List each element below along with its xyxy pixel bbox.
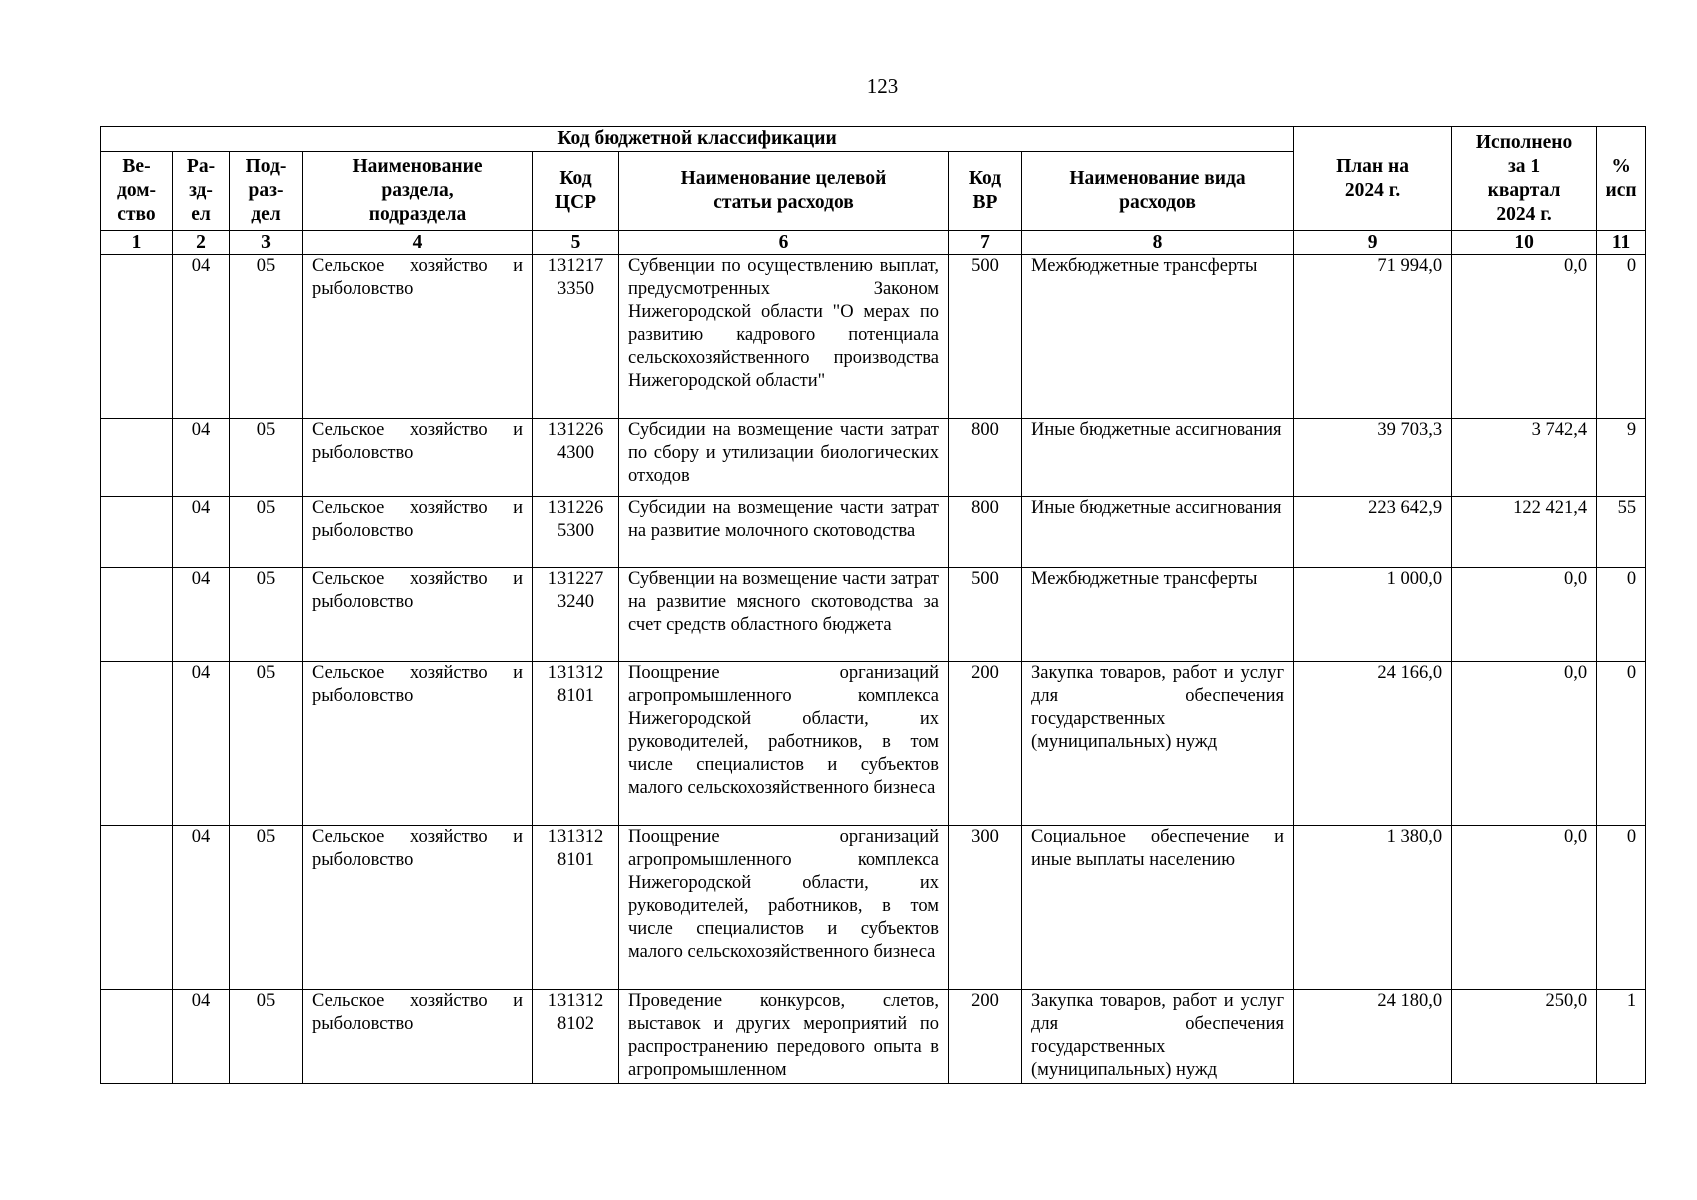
cell-vr-code: 200: [949, 990, 1022, 1084]
cell-vr-name: Иные бюджетные ассигнования: [1022, 497, 1294, 568]
cell-podrazdel: 05: [230, 826, 303, 990]
cell-csr-code: 131226 4300: [533, 419, 619, 497]
cell-vedomstvo: [101, 662, 173, 826]
cell-razdel: 04: [173, 826, 230, 990]
cell-csr-code: 131226 5300: [533, 497, 619, 568]
header-podrazdel: Под- раз- дел: [230, 152, 303, 231]
table-row: [101, 419, 1646, 497]
cell-percent: 1: [1597, 990, 1646, 1084]
column-number: 8: [1022, 231, 1294, 255]
cell-csr-code: 131312 8101: [533, 662, 619, 826]
cell-podrazdel: 05: [230, 662, 303, 826]
column-number: 5: [533, 231, 619, 255]
cell-vr-name: Социальное обеспечение и иные выплаты населению: [1022, 826, 1294, 990]
cell-executed: 3 742,4: [1452, 419, 1597, 497]
table-row: [101, 662, 1646, 826]
cell-executed: 0,0: [1452, 568, 1597, 662]
cell-vr-name: Межбюджетные трансферты: [1022, 568, 1294, 662]
header-razdel-name: Наименование раздела, подраздела: [303, 152, 533, 231]
cell-razdel-name: Сельское хозяйство и рыболовство: [303, 419, 533, 497]
cell-percent: 9: [1597, 419, 1646, 497]
cell-plan: 24 180,0: [1294, 990, 1452, 1084]
cell-vr-name: Межбюджетные трансферты: [1022, 255, 1294, 419]
cell-razdel-name: Сельское хозяйство и рыболовство: [303, 497, 533, 568]
column-number: 7: [949, 231, 1022, 255]
cell-plan: 71 994,0: [1294, 255, 1452, 419]
cell-razdel-name: Сельское хозяйство и рыболовство: [303, 662, 533, 826]
cell-podrazdel: 05: [230, 419, 303, 497]
table-row: [101, 255, 1646, 419]
column-number: 1: [101, 231, 173, 255]
cell-percent: 0: [1597, 568, 1646, 662]
header-executed: Исполнено за 1 квартал 2024 г.: [1452, 127, 1597, 231]
table-row: [101, 568, 1646, 662]
cell-target-name: Субсидии на возмещение части затрат на развитие молочного скотоводства: [619, 497, 949, 568]
cell-razdel: 04: [173, 568, 230, 662]
cell-vedomstvo: [101, 826, 173, 990]
cell-vr-code: 500: [949, 568, 1022, 662]
cell-vr-code: 300: [949, 826, 1022, 990]
cell-vedomstvo: [101, 990, 173, 1084]
column-number: 11: [1597, 231, 1646, 255]
cell-target-name: Субвенции по осуществлению выплат, предусмотренных Законом Нижегородской области "О мерах по развитию кадрового потенциала сельскохозяйственного производства Нижегородской области": [619, 255, 949, 419]
cell-csr-code: 131217 3350: [533, 255, 619, 419]
cell-podrazdel: 05: [230, 255, 303, 419]
cell-razdel: 04: [173, 419, 230, 497]
table-row: [101, 497, 1646, 568]
cell-vr-code: 500: [949, 255, 1022, 419]
header-vedomstvo: Ве- дом- ство: [101, 152, 173, 231]
cell-vr-name: Закупка товаров, работ и услуг для обеспечения государственных (муниципальных) нужд: [1022, 990, 1294, 1084]
cell-percent: 55: [1597, 497, 1646, 568]
header-target-name: Наименование целевой статьи расходов: [619, 152, 949, 231]
column-number: 10: [1452, 231, 1597, 255]
cell-percent: 0: [1597, 255, 1646, 419]
cell-csr-code: 131227 3240: [533, 568, 619, 662]
cell-percent: 0: [1597, 662, 1646, 826]
budget-table: [100, 126, 1646, 1084]
cell-executed: 0,0: [1452, 662, 1597, 826]
cell-razdel-name: Сельское хозяйство и рыболовство: [303, 826, 533, 990]
cell-vr-code: 800: [949, 419, 1022, 497]
column-number: 2: [173, 231, 230, 255]
cell-percent: 0: [1597, 826, 1646, 990]
page-number: 123: [866, 74, 899, 98]
cell-plan: 1 380,0: [1294, 826, 1452, 990]
cell-podrazdel: 05: [230, 497, 303, 568]
cell-razdel: 04: [173, 990, 230, 1084]
cell-executed: 0,0: [1452, 826, 1597, 990]
cell-target-name: Субвенции на возмещение части затрат на развитие мясного скотоводства за счет средств областного бюджета: [619, 568, 949, 662]
cell-target-name: Поощрение организаций агропромышленного комплекса Нижегородской области, их руководителей, работников, в том числе специалистов и субъектов малого сельскохозяйственного бизнеса: [619, 826, 949, 990]
cell-podrazdel: 05: [230, 568, 303, 662]
cell-vedomstvo: [101, 419, 173, 497]
header-budget-code-group: Код бюджетной классификации: [101, 127, 1294, 152]
header-plan: План на 2024 г.: [1294, 127, 1452, 231]
cell-vr-name: Закупка товаров, работ и услуг для обеспечения государственных (муниципальных) нужд: [1022, 662, 1294, 826]
cell-razdel: 04: [173, 662, 230, 826]
cell-vr-name: Иные бюджетные ассигнования: [1022, 419, 1294, 497]
cell-razdel-name: Сельское хозяйство и рыболовство: [303, 255, 533, 419]
column-number: 4: [303, 231, 533, 255]
cell-plan: 24 166,0: [1294, 662, 1452, 826]
cell-vedomstvo: [101, 568, 173, 662]
cell-razdel-name: Сельское хозяйство и рыболовство: [303, 568, 533, 662]
column-number: 9: [1294, 231, 1452, 255]
cell-executed: 0,0: [1452, 255, 1597, 419]
table-row: [101, 826, 1646, 990]
cell-vr-code: 800: [949, 497, 1022, 568]
cell-target-name: Проведение конкурсов, слетов, выставок и других мероприятий по распространению передового опыта в агропромышленном: [619, 990, 949, 1084]
cell-razdel: 04: [173, 255, 230, 419]
cell-podrazdel: 05: [230, 990, 303, 1084]
table-row: [101, 990, 1646, 1084]
cell-vedomstvo: [101, 255, 173, 419]
header-percent: % исп: [1597, 127, 1646, 231]
cell-csr-code: 131312 8101: [533, 826, 619, 990]
cell-csr-code: 131312 8102: [533, 990, 619, 1084]
header-csr-code: Код ЦСР: [533, 152, 619, 231]
cell-razdel: 04: [173, 497, 230, 568]
cell-executed: 250,0: [1452, 990, 1597, 1084]
column-number: 6: [619, 231, 949, 255]
column-number: 3: [230, 231, 303, 255]
cell-target-name: Субсидии на возмещение части затрат по сбору и утилизации биологических отходов: [619, 419, 949, 497]
cell-vr-code: 200: [949, 662, 1022, 826]
header-vr-name: Наименование вида расходов: [1022, 152, 1294, 231]
cell-razdel-name: Сельское хозяйство и рыболовство: [303, 990, 533, 1084]
cell-target-name: Поощрение организаций агропромышленного комплекса Нижегородской области, их руководителей, работников, в том числе специалистов и субъектов малого сельскохозяйственного бизнеса: [619, 662, 949, 826]
cell-vedomstvo: [101, 497, 173, 568]
header-razdel: Ра- зд- ел: [173, 152, 230, 231]
header-vr-code: Код ВР: [949, 152, 1022, 231]
cell-executed: 122 421,4: [1452, 497, 1597, 568]
cell-plan: 223 642,9: [1294, 497, 1452, 568]
cell-plan: 1 000,0: [1294, 568, 1452, 662]
cell-plan: 39 703,3: [1294, 419, 1452, 497]
